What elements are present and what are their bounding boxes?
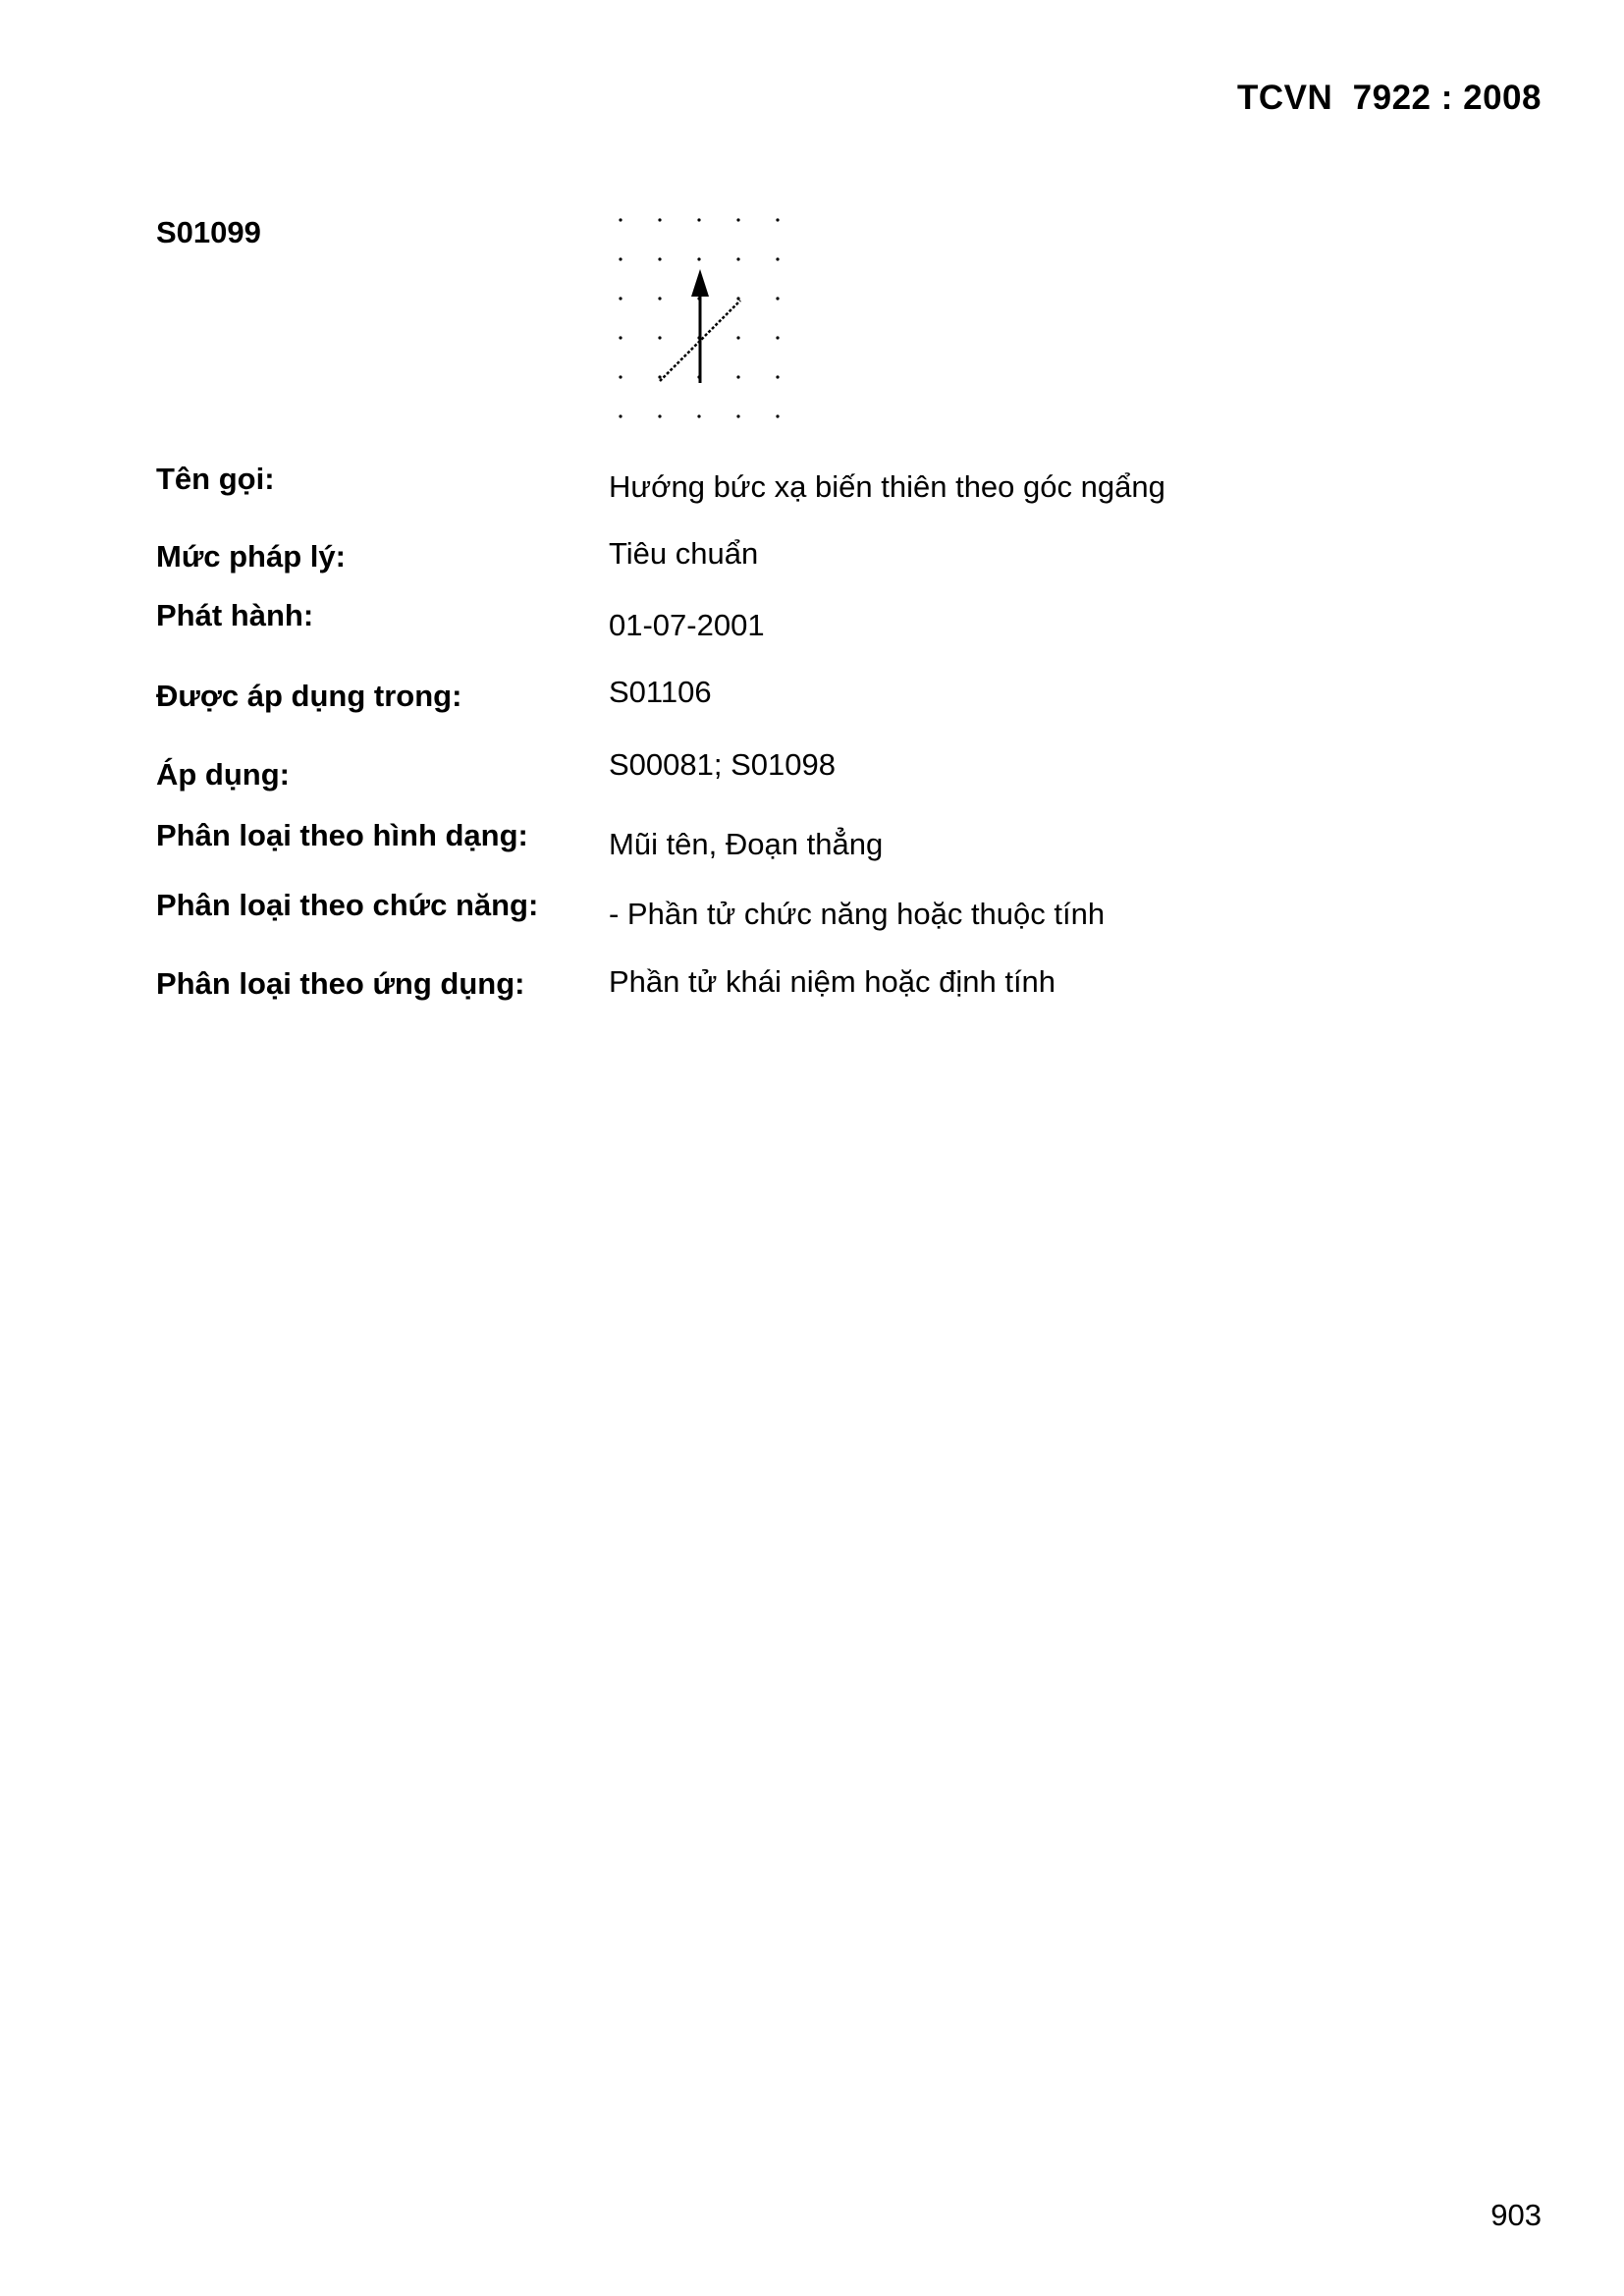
field-value: S01106 bbox=[609, 675, 712, 709]
grid-dot bbox=[658, 218, 661, 221]
field-value: Tiêu chuẩn bbox=[609, 536, 759, 571]
arrow-with-slash-diagram-icon bbox=[609, 208, 795, 428]
field-row-application-class bbox=[0, 966, 1624, 1025]
arrow-head bbox=[691, 269, 709, 297]
grid-dot bbox=[619, 336, 622, 339]
field-row-name bbox=[0, 462, 1624, 520]
grid-dot bbox=[619, 414, 622, 417]
grid-dot bbox=[658, 414, 661, 417]
field-label: Phát hành: bbox=[156, 598, 314, 632]
field-label: Được áp dụng trong: bbox=[156, 679, 462, 713]
field-label: Phân loại theo ứng dụng: bbox=[156, 966, 525, 1001]
field-label: Mức pháp lý: bbox=[156, 539, 346, 574]
grid-dot bbox=[658, 257, 661, 260]
grid-dot bbox=[736, 218, 739, 221]
standard-reference: TCVN 7922 : 2008 bbox=[1236, 79, 1542, 117]
field-label: Phân loại theo hình dạng: bbox=[156, 818, 528, 852]
page-number: 903 bbox=[1490, 2198, 1542, 2232]
field-label: Tên gọi: bbox=[156, 462, 275, 496]
grid-dot bbox=[776, 375, 779, 378]
field-label: Áp dụng: bbox=[156, 757, 291, 792]
grid-dot bbox=[776, 218, 779, 221]
field-row-applies bbox=[0, 747, 1624, 816]
field-value: S00081; S01098 bbox=[609, 747, 836, 782]
grid-dot bbox=[619, 375, 622, 378]
grid-dot bbox=[776, 414, 779, 417]
field-value: Phần tử khái niệm hoặc định tính bbox=[609, 964, 1056, 999]
grid-dot bbox=[658, 336, 661, 339]
grid-dot bbox=[619, 257, 622, 260]
field-value: 01-07-2001 bbox=[609, 608, 765, 642]
field-label: Phân loại theo chức năng: bbox=[156, 888, 539, 922]
field-value: Hướng bức xạ biến thiên theo góc ngẩng bbox=[609, 469, 1165, 504]
field-row-shape-class bbox=[0, 818, 1624, 877]
grid-dot bbox=[658, 297, 661, 300]
grid-dot bbox=[697, 218, 700, 221]
grid-dot bbox=[697, 414, 700, 417]
grid-dot bbox=[736, 257, 739, 260]
grid-dot bbox=[736, 336, 739, 339]
grid-dot bbox=[697, 257, 700, 260]
grid-dot bbox=[776, 336, 779, 339]
grid-dot bbox=[736, 414, 739, 417]
field-row-legal-level bbox=[0, 536, 1624, 598]
grid-dot bbox=[776, 257, 779, 260]
field-row-issued bbox=[0, 598, 1624, 657]
field-value: - Phần tử chức năng hoặc thuộc tính bbox=[609, 897, 1106, 931]
field-row-applied-in bbox=[0, 675, 1624, 738]
grid-dot bbox=[776, 297, 779, 300]
grid-dot bbox=[619, 297, 622, 300]
field-value: Mũi tên, Đoạn thẳng bbox=[609, 827, 884, 861]
grid-dot bbox=[736, 375, 739, 378]
symbol-code: S01099 bbox=[156, 215, 261, 249]
grid-dot bbox=[619, 218, 622, 221]
field-row-function-class bbox=[0, 888, 1624, 947]
